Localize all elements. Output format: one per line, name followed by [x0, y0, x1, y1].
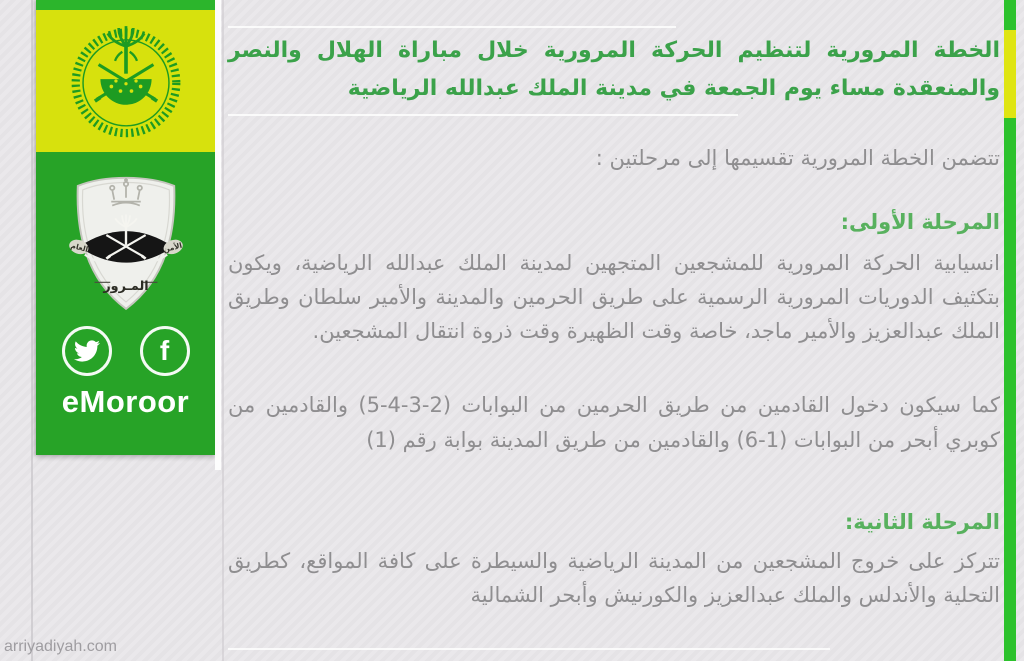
badge-left-text: العام [69, 240, 89, 254]
sidebar-divider-line [222, 0, 224, 661]
facebook-icon: f [159, 335, 170, 366]
traffic-logo-box [36, 152, 215, 455]
header-top-rule [228, 26, 676, 28]
phase1-paragraph-1: انسيابية الحركة المرورية للمشجعين المتجهين لمدينة الملك عبدالله الرياضية، ويكون بتكثيف الدوريات المرورية الرسمية على طريق الحرمين والمدينة والأمير سلطان وطريق الملك عبدالعزيز والأمير ماجد، خاصة وقت الظهيرة وقت ذروة انتقال المشجعين. [228, 251, 1000, 343]
header-bottom-rule [228, 114, 738, 116]
phase1-paragraph-2: كما سيكون دخول القادمين من طريق الحرمين من البوابات (2-3-4-5) والقادمين من كوبري أبحر من البوابات (1-6) والقادمين من طريق المدينة بوابة رقم (1) [228, 393, 1000, 452]
intro-text: تتضمن الخطة المرورية تقسيمها إلى مرحلتين : [595, 146, 1000, 170]
sidebar-white-edge [215, 0, 221, 470]
right-accent-strip [1004, 0, 1016, 661]
phase2-title: المرحلة الثانية: [844, 510, 1000, 534]
ministry-of-interior-emblem-icon [62, 18, 190, 144]
page-title: الخطة المرورية لتنظيم الحركة المرورية خلال مباراة الهلال والنصر والمنعقدة مساء يوم الجمعة في مدينة الملك عبدالله الرياضية [228, 38, 1000, 101]
phase2-paragraph: تتركز على خروج المشجعين من المدينة الرياضية والسيطرة على كافة المواقع، كطريق التحلية والأندلس والملك عبدالعزيز والكورنيش وأبحر الشمالية [228, 549, 1000, 607]
ministry-logo-box [36, 10, 215, 152]
sidebar [36, 0, 215, 455]
twitter-icon [74, 338, 100, 364]
emoroor-handle-label: eMoroor [61, 384, 190, 419]
main-content [228, 0, 1000, 661]
phase1-title: المرحلة الأولى: [840, 210, 1000, 234]
right-accent-yellow-segment [1004, 30, 1016, 118]
page-edge-line [31, 0, 33, 661]
sidebar-top-strip [36, 0, 215, 10]
twitter-button[interactable] [62, 326, 112, 376]
facebook-button[interactable] [140, 326, 190, 376]
watermark-text: arriyadiyah.com [4, 638, 117, 655]
social-links-row [62, 326, 190, 376]
badge-bottom-text: المـرور [102, 279, 149, 295]
traffic-police-badge-icon [67, 166, 185, 316]
traffic-police-badge [67, 166, 185, 320]
footer-rule [228, 648, 830, 650]
badge-right-text: الأمن [161, 240, 183, 255]
